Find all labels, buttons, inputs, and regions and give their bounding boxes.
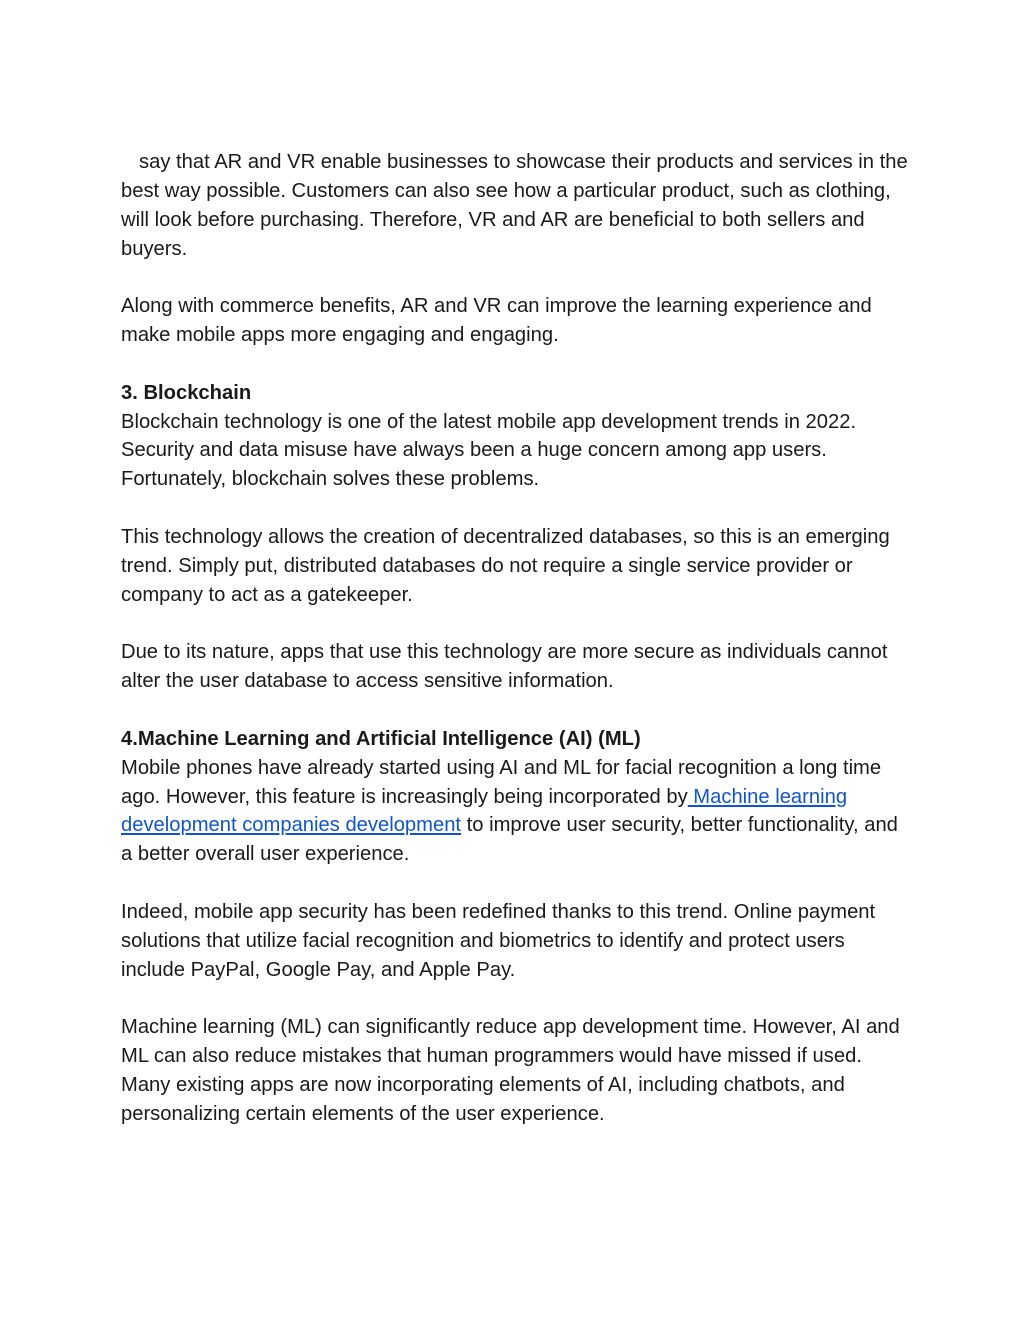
paragraph-app-security: Indeed, mobile app security has been redefined thanks to this trend. Online payment solutions that utilize facial recognition and biometrics to identify and protect users include PayPal, Google Pay, and Apple Pay. [121,900,876,981]
paragraph-decentralized-databases: This technology allows the creation of decentralized databases, so this is an emerging trend. Simply put, distributed databases do not require a single service provider or company to act as a gatekeeper. [121,525,890,606]
document-body [121,148,911,1129]
paragraph-blockchain-intro: Blockchain technology is one of the latest mobile app development trends in 2022. Security and data misuse have always been a huge concern among app users. Fortunately, blockchain solves these problems. [121,410,857,491]
paragraph-ml-intro-before-link: Mobile phones have already started using AI and ML for facial recognition a long time ago. However, this feature is increasingly being incorporated by [121,756,882,808]
paragraph-text: say that AR and VR enable businesses to showcase their products and services in the best way possible. Customers can also see how a particular product, such as clothing, will look before purchasing. Therefore, VR and AR are beneficial to both sellers and buyers. [121,151,908,260]
paragraph-ml-development-time: Machine learning (ML) can significantly reduce app development time. However, AI and ML can also reduce mistakes that human programmers would have missed if used. Many existing apps are now incorporating elements of AI, including chatbots, and personalizing certain elements of the user experience. [121,1016,900,1125]
paragraph-ar-vr-learning: Along with commerce benefits, AR and VR can improve the learning experience and make mobile apps more engaging and engaging. [121,295,872,347]
section-heading-machine-learning: 4.Machine Learning and Artificial Intelligence (AI) (ML) [121,727,641,750]
section-machine-learning [121,725,911,869]
paragraph-ar-vr-showcase [121,148,911,263]
section-blockchain [121,379,911,494]
paragraph-ml-intro-after-link: to improve user security, better functionality, and a better overall user experience. [121,814,898,866]
section-heading-blockchain: 3. Blockchain [121,381,252,404]
machine-learning-companies-link[interactable]: Machine learning development companies development [121,785,848,837]
paragraph-blockchain-security: Due to its nature, apps that use this technology are more secure as individuals cannot alter the user database to access sensitive information. [121,641,888,693]
